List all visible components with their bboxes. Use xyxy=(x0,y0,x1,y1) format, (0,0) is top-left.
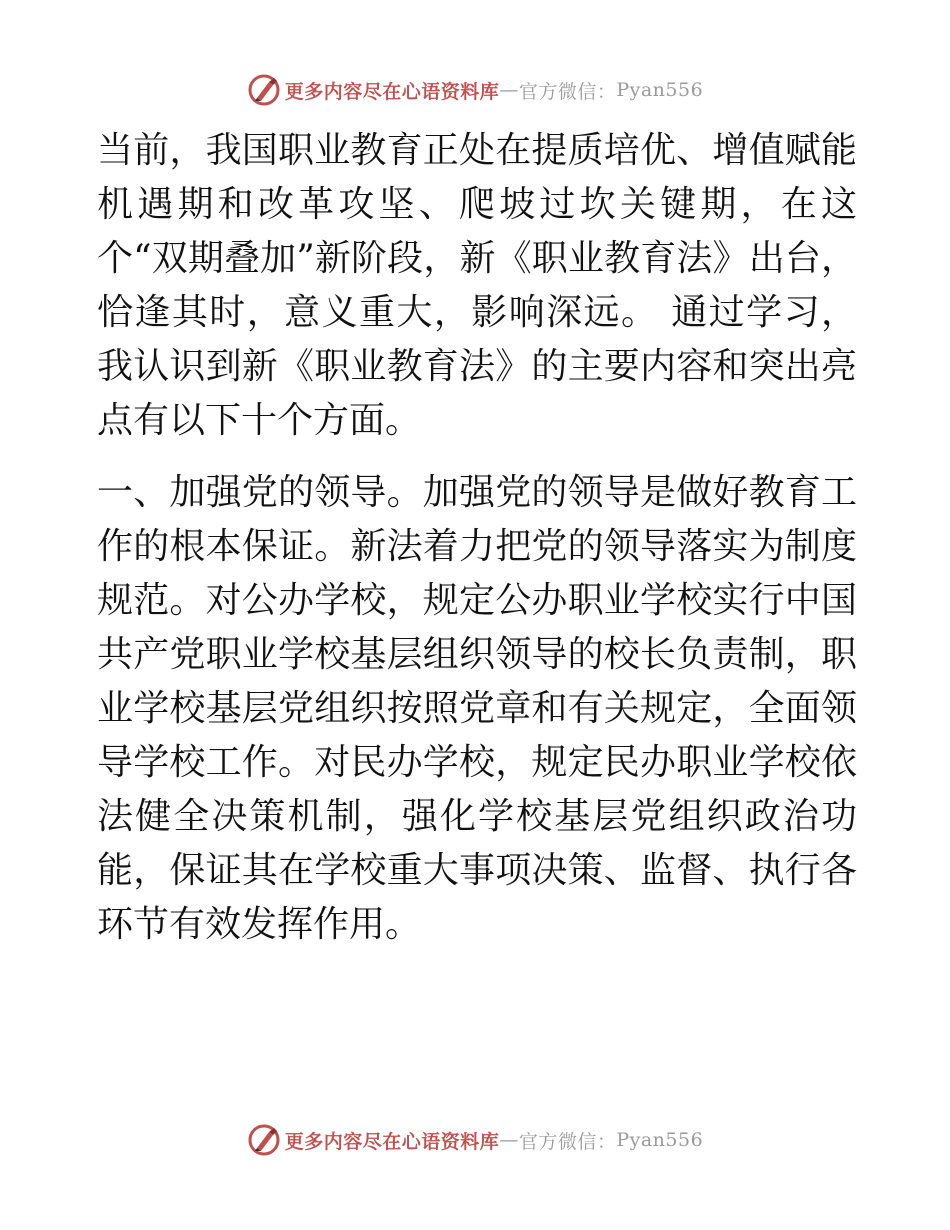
watermark-wechat-id: Pyan556 xyxy=(616,1129,704,1151)
watermark-footer xyxy=(0,1120,950,1160)
watermark-wechat-label: 官方微信： xyxy=(518,80,617,103)
watermark-site-name: 更多内容尽在心语资料库 xyxy=(284,1130,500,1153)
watermark-header xyxy=(0,70,950,110)
pen-logo-icon xyxy=(247,1123,281,1157)
watermark-site-name: 更多内容尽在心语资料库 xyxy=(284,80,500,103)
watermark-wechat-id: Pyan556 xyxy=(616,79,704,101)
watermark-dash: — xyxy=(499,1129,519,1151)
watermark-dash: — xyxy=(499,79,519,101)
paragraph-intro: 当前，我国职业教育正处在提质培优、增值赋能机遇期和改革攻坚、爬坡过坎关键期，在这个“双期叠加”新阶段，新《职业教育法》出台，恰逢其时，意义重大，影响深远。 通过学习，我认识到新《职业教育法》的主要内容和突出亮点有以下十个方面。 xyxy=(97,130,857,441)
watermark-wechat-label: 官方微信： xyxy=(518,1130,617,1153)
paragraph-section-one: 一、加强党的领导。加强党的领导是做好教育工作的根本保证。新法着力把党的领导落实为制度规范。对公办学校，规定公办职业学校实行中国共产党职业学校基层组织领导的校长负责制，职业学校基层党组织按照党章和有关规定，全面领导学校工作。对民办学校，规定民办职业学校依法健全决策机制，强化学校基层党组织政治功能，保证其在学校重大事项决策、监督、执行各环节有效发挥作用。 xyxy=(97,472,857,945)
pen-logo-icon xyxy=(247,73,281,107)
document-body xyxy=(97,124,857,952)
